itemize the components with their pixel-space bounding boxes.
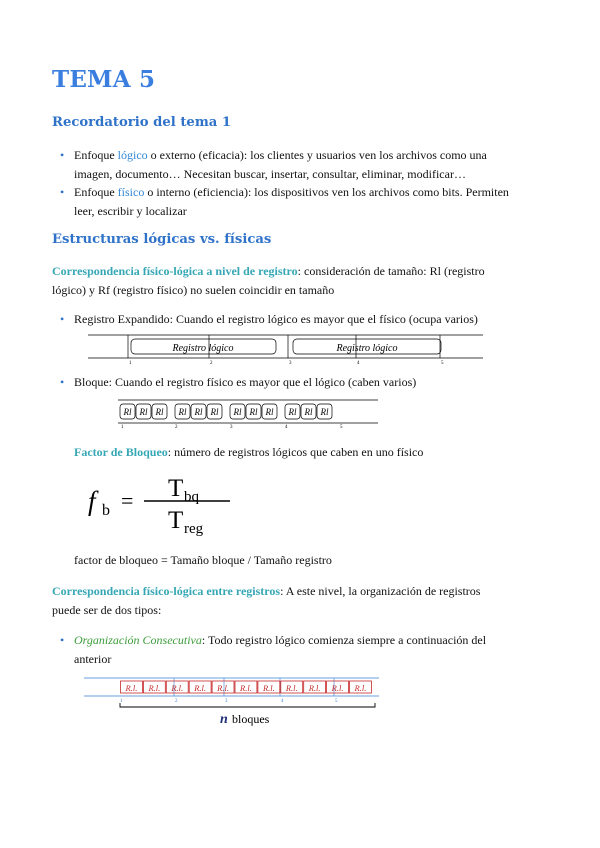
n-blocks-label: bloques	[232, 712, 270, 726]
logical-record-label-2: Registro lógico	[336, 343, 398, 354]
block-number: 2	[175, 425, 178, 430]
block-number: 3	[289, 361, 292, 366]
record-level-text: : consideración de tamaño: Rl (registro	[297, 264, 485, 278]
consecutive-record-label: R.l.	[148, 683, 161, 693]
bullet-dot: •	[60, 148, 65, 162]
recap-item-2	[74, 183, 552, 221]
formula-denominator: T	[168, 507, 184, 534]
consecutive-record-label: R.l.	[240, 683, 252, 693]
block-number: 2	[210, 361, 213, 366]
block-number: 2	[175, 699, 178, 704]
n-symbol: n	[220, 712, 228, 727]
block-number: 4	[357, 361, 360, 366]
block-number: 3	[230, 425, 233, 430]
formula-lhs-sub: b	[102, 502, 110, 519]
formula-denominator-sub: reg	[184, 521, 204, 537]
logical-record-cell-label: Rl	[155, 407, 164, 417]
consecutive-record-label: R.l.	[285, 683, 298, 693]
consecutive-label: Organización Consecutiva	[74, 633, 202, 647]
recap-item-2-pre: Enfoque	[74, 185, 118, 199]
structures-heading: Estructuras lógicas vs. físicas	[52, 232, 272, 247]
logical-record-cell-label: Rl	[194, 407, 203, 417]
page-title: TEMA 5	[52, 66, 156, 93]
consecutive-record-label: R.l.	[125, 683, 138, 693]
logical-record-cell-label: Rl	[265, 407, 274, 417]
block-number: 3	[225, 699, 228, 704]
consecutive-organization-item	[74, 631, 552, 669]
expanded-record-figure	[88, 333, 488, 366]
keyword-fisico: físico	[117, 185, 145, 199]
formula-numerator-sub: bq	[184, 489, 199, 505]
block-figure	[118, 398, 380, 428]
block-number: 5	[441, 361, 444, 366]
logical-record-cell-label: Rl	[210, 407, 219, 417]
block-number: 1	[129, 361, 132, 366]
blocking-factor-paragraph	[74, 443, 574, 462]
between-records-text: : A este nivel, la organización de registros	[280, 584, 481, 598]
consecutive-record-label: R.l.	[217, 683, 229, 693]
block-number: 1	[120, 699, 123, 704]
between-records-label: Correspondencia físico-lógica entre registros	[52, 584, 281, 598]
logical-record-cell-label: Rl	[139, 407, 148, 417]
logical-record-cell-label: Rl	[123, 407, 132, 417]
logical-record-cell-label: Rl	[233, 407, 242, 417]
logical-record-label-1: Registro lógico	[172, 343, 234, 354]
block-item: Bloque: Cuando el registro físico es mayor que el lógico (caben varios)	[74, 375, 417, 389]
formula-equals: =	[121, 488, 134, 513]
record-level-label: Correspondencia físico-lógica a nivel de registro	[52, 264, 298, 278]
block-number: 5	[340, 425, 343, 430]
record-level-line2: lógico) y Rf (registro físico) no suelen coincidir en tamaño	[52, 283, 335, 297]
consecutive-organization-figure	[84, 670, 384, 732]
record-level-paragraph	[52, 262, 552, 300]
between-records-line2: puede ser de dos tipos:	[52, 603, 162, 617]
consecutive-record-label: R.l.	[171, 683, 184, 693]
bullet-dot: •	[60, 375, 65, 389]
formula-lhs: f	[88, 486, 96, 516]
recap-heading: Recordatorio del tema 1	[52, 115, 232, 130]
recap-item-1	[74, 146, 552, 184]
bullet-dot: •	[60, 185, 65, 199]
consecutive-record-label: R.l.	[308, 683, 321, 693]
logical-record-cell-label: Rl	[320, 407, 329, 417]
recap-item-2-post: o interno (eficiencia): los dispositivos ven los archivos como bits. Permiten	[144, 185, 509, 199]
recap-item-1-line2: imagen, documento… Necesitan buscar, insertar, consultar, eliminar, modificar…	[74, 167, 466, 181]
between-records-paragraph	[52, 582, 552, 620]
consecutive-record-label: R.l.	[354, 683, 367, 693]
blocking-factor-formula	[84, 470, 244, 536]
block-number: 4	[281, 699, 284, 704]
consecutive-line2: anterior	[74, 652, 112, 666]
blocking-factor-label: Factor de Bloqueo	[74, 445, 168, 459]
logical-record-cell-label: Rl	[178, 407, 187, 417]
blocking-factor-text: : número de registros lógicos que caben en uno físico	[167, 445, 424, 459]
recap-item-1-post: o externo (eficacia): los clientes y usuarios ven los archivos como una	[147, 148, 487, 162]
consecutive-record-label: R.l.	[262, 683, 275, 693]
formula-numerator: T	[168, 475, 184, 502]
expanded-record-item: Registro Expandido: Cuando el registro lógico es mayor que el físico (ocupa varios)	[74, 312, 478, 326]
recap-item-1-pre: Enfoque	[74, 148, 118, 162]
consecutive-record-label: R.l.	[331, 683, 344, 693]
block-number: 1	[121, 425, 124, 430]
logical-record-cell-label: Rl	[249, 407, 258, 417]
logical-record-cell-label: Rl	[304, 407, 313, 417]
bullet-dot: •	[60, 312, 65, 326]
recap-item-2-line2: leer, escribir y localizar	[74, 204, 187, 218]
blocking-factor-definition: factor de bloqueo = Tamaño bloque / Tamaño registro	[74, 553, 332, 567]
block-number: 5	[335, 699, 338, 704]
consecutive-text: : Todo registro lógico comienza siempre a continuación del	[201, 633, 487, 647]
keyword-logico: lógico	[117, 148, 148, 162]
logical-record-cell-label: Rl	[288, 407, 297, 417]
block-number: 4	[285, 425, 288, 430]
bullet-dot: •	[60, 633, 65, 647]
consecutive-record-label: R.l.	[194, 683, 207, 693]
